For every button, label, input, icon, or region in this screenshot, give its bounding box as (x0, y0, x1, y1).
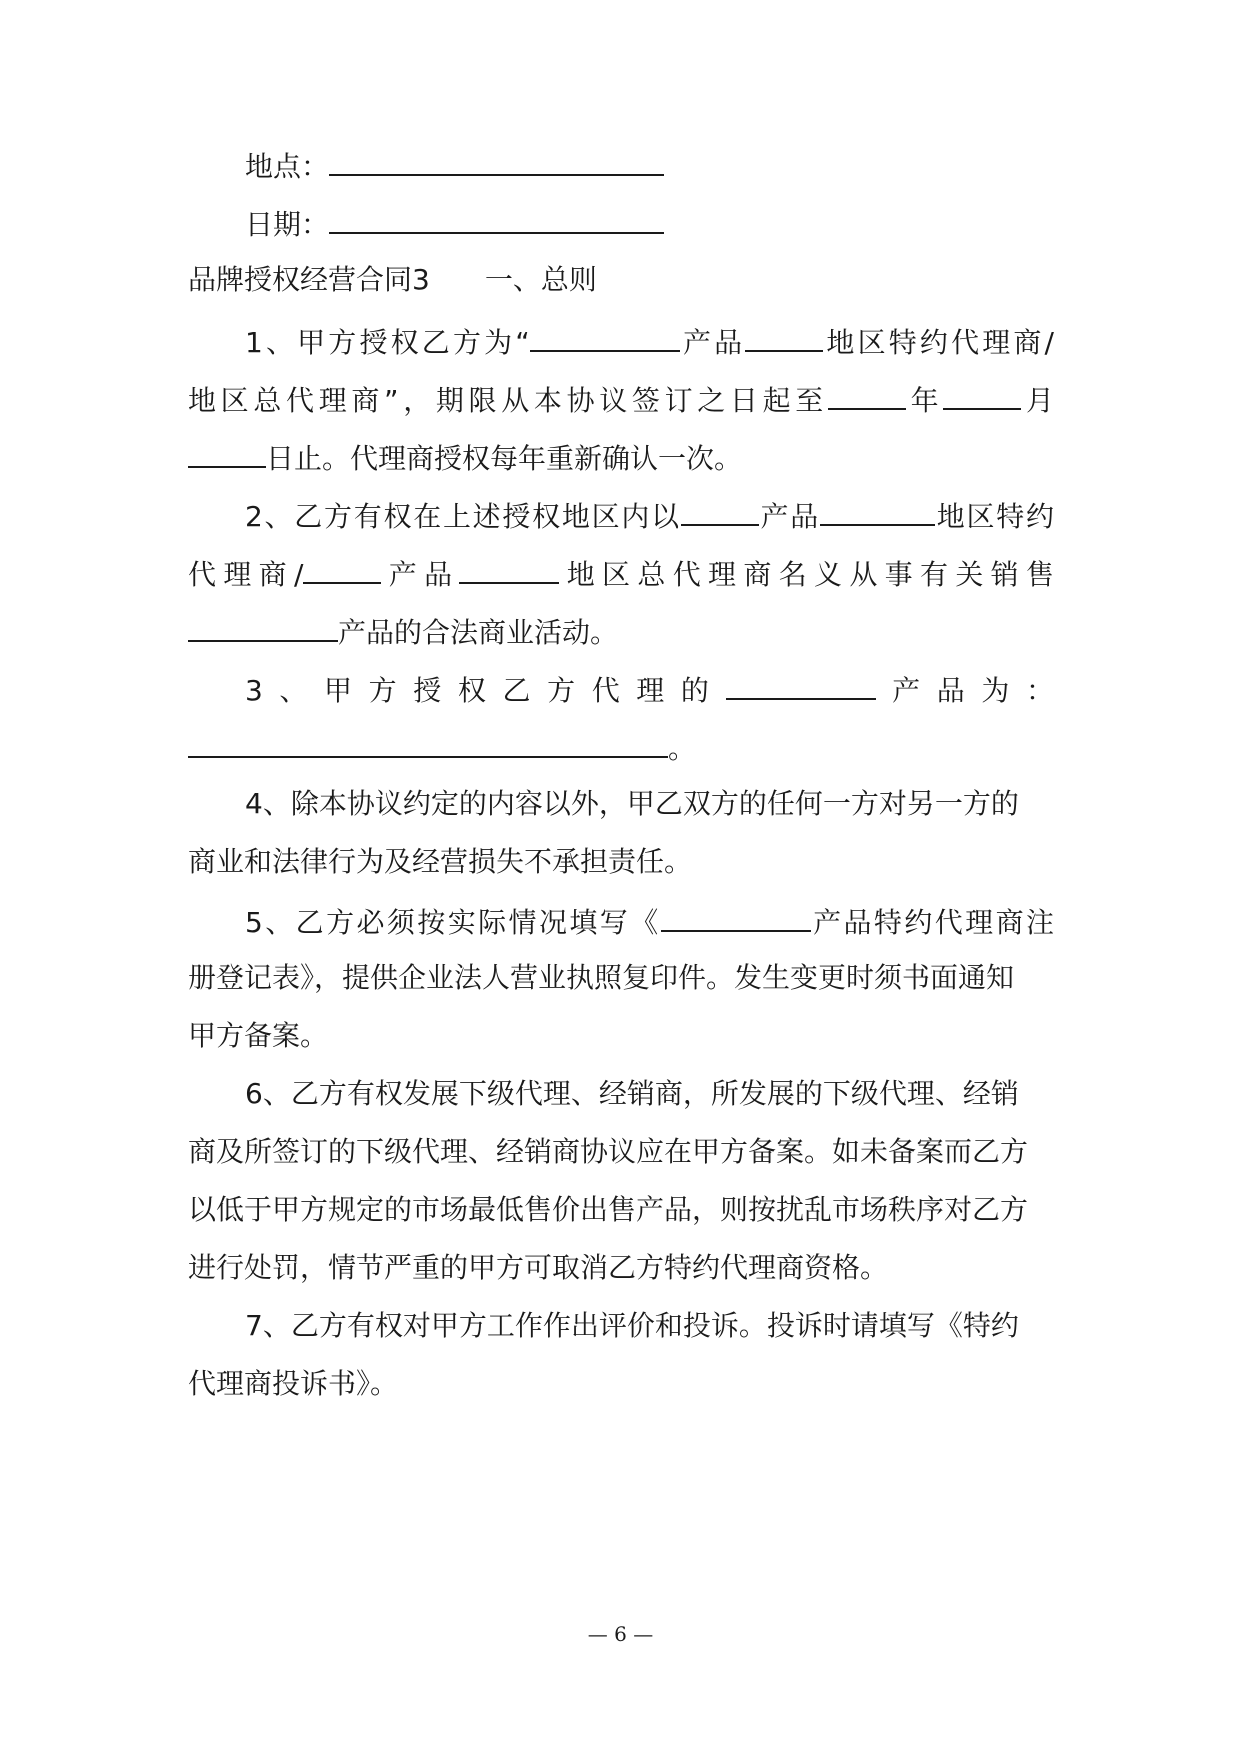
blank (303, 552, 381, 584)
blank (188, 726, 668, 758)
blank (530, 320, 680, 352)
blank (726, 668, 876, 700)
clause-4-line-1: 4、除本协议约定的内容以外，甲乙双方的任何一方对另一方的 (245, 787, 1019, 820)
blank (745, 320, 823, 352)
blank (820, 494, 935, 526)
clause-2-line-3: 产品的合法商业活动。 (188, 610, 1054, 653)
clause-3-line-1: 3、甲方授权乙方代理的 产品为： (245, 668, 1054, 711)
clause-6-line-1: 6、乙方有权发展下级代理、经销商，所发展的下级代理、经销 (245, 1077, 1019, 1110)
location-line (245, 144, 1054, 187)
blank (828, 378, 906, 410)
blank (681, 494, 759, 526)
clause-1-line-3: 日止。代理商授权每年重新确认一次。 (188, 436, 1054, 479)
blank (459, 552, 559, 584)
contract-title: 品牌授权经营合同3 (188, 263, 430, 296)
clause-5-line-1: 5、乙方必须按实际情况填写《 产品特约代理商注 (245, 900, 1054, 943)
clause-2-line-2: 代理商/ 产品 地区总代理商名义从事有关销售 (188, 552, 1054, 595)
clause-6-line-2: 商及所签订的下级代理、经销商协议应在甲方备案。如未备案而乙方 (188, 1135, 1029, 1168)
section-title: 一、总则 (484, 263, 597, 296)
clause-4-line-2: 商业和法律行为及经营损失不承担责任。 (188, 845, 693, 878)
clause-3-line-2: 。 (188, 726, 1054, 769)
location-blank (329, 144, 664, 176)
location-label: 地点： (245, 150, 330, 183)
date-blank (329, 202, 664, 234)
blank (943, 378, 1021, 410)
clause-1-line-2: 地区总代理商”，期限从本协议签订之日起至 年 月 (188, 378, 1054, 421)
clause-6-line-3: 以低于甲方规定的市场最低售价出售产品，则按扰乱市场秩序对乙方 (188, 1193, 1029, 1226)
page-number: — 6 — (587, 1622, 654, 1646)
contract-heading-line (188, 260, 1054, 300)
date-label: 日期： (245, 208, 330, 241)
clause-2-line-1: 2、乙方有权在上述授权地区内以 产品 地区特约 (245, 494, 1054, 537)
blank (661, 900, 811, 932)
clause-1-line-1: 1、甲方授权乙方为“ 产品 地区特约代理商/ (245, 320, 1054, 363)
clause-5-line-3: 甲方备案。 (188, 1019, 329, 1052)
date-line (245, 202, 1054, 245)
blank (188, 436, 266, 468)
clause-5-line-2: 册登记表》，提供企业法人营业执照复印件。发生变更时须书面通知 (188, 961, 1015, 994)
clause-7-line-2: 代理商投诉书》。 (188, 1367, 399, 1400)
blank (188, 610, 338, 642)
clause-7-line-1: 7、乙方有权对甲方工作作出评价和投诉。投诉时请填写《特约 (245, 1309, 1019, 1342)
clause-6-line-4: 进行处罚，情节严重的甲方可取消乙方特约代理商资格。 (188, 1251, 889, 1284)
